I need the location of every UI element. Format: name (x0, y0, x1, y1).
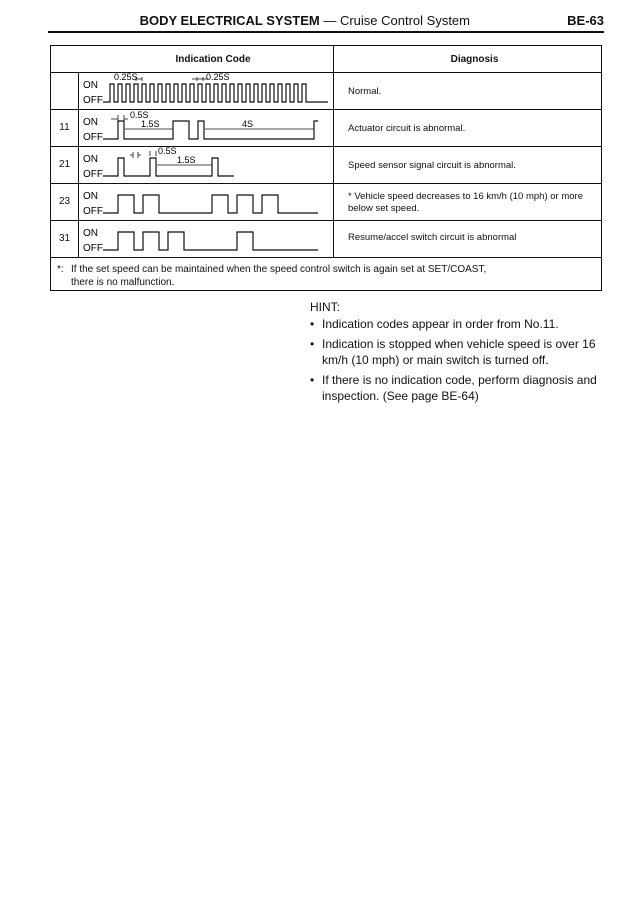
timing-label: 1.5S (141, 119, 160, 129)
header-title (140, 13, 470, 28)
row-diagnosis: Speed sensor signal circuit is abnormal. (348, 160, 516, 171)
code-11-pulse-train (103, 121, 318, 139)
row-diagnosis (348, 191, 600, 215)
row-diagnosis: Normal. (348, 86, 382, 97)
waveform-code-23 (78, 183, 334, 220)
header-separator: — (323, 13, 337, 28)
row-code: 21 (58, 159, 71, 170)
timing-label: 0.5S (130, 110, 149, 120)
timing-marker (130, 151, 156, 158)
code-31-pulse-train (103, 232, 318, 250)
timing-label: 0.25S (114, 72, 138, 82)
page-number: BE-63 (567, 13, 604, 28)
off-label: OFF (83, 169, 103, 180)
diagnosis-table (50, 45, 602, 291)
row-code: 23 (58, 196, 71, 207)
timing-label: 0.25S (206, 72, 230, 82)
on-label: ON (83, 80, 98, 91)
off-label: OFF (83, 243, 103, 254)
header-section: BODY ELECTRICAL SYSTEM (139, 13, 320, 28)
off-label: OFF (83, 95, 103, 106)
code-23-pulse-train (103, 195, 318, 213)
hint-item: • Indication is stopped when vehicle speed is over 16 km/h (10 mph) or main switch is turned off. (310, 336, 610, 368)
hint-item: • Indication codes appear in order from No.11. (310, 316, 610, 332)
waveform-normal (78, 72, 334, 109)
on-label: ON (83, 117, 98, 128)
timing-label: 0.5S (158, 146, 177, 156)
row-code: 11 (59, 122, 70, 133)
footnote-line-1: If the set speed can be maintained when the speed control switch is again set at SET/COAST, (71, 264, 487, 275)
hint-title: HINT: (310, 300, 340, 314)
row-code: 31 (58, 233, 71, 244)
row-divider (51, 257, 601, 258)
waveform-code-21 (78, 146, 334, 183)
col-header-diagnosis: Diagnosis (450, 53, 499, 65)
diagnosis-text: Vehicle speed decreases to 16 km/h (10 mph) or more below set speed. (348, 191, 583, 214)
code-21-pulse-train (103, 158, 234, 176)
timing-label: 4S (242, 119, 254, 129)
waveform-code-31 (78, 220, 334, 257)
page-header (48, 13, 604, 33)
header-subsection: Cruise Control System (339, 13, 470, 28)
timing-label: 1.5S (177, 155, 196, 165)
header-rule (48, 31, 604, 33)
footnote-mark: *: (57, 264, 64, 275)
col-header-indication: Indication Code (175, 53, 251, 65)
hint-item: • If there is no indication code, perform diagnosis and inspection. (See page BE-64) (310, 372, 610, 404)
row-diagnosis: Resume/accel switch circuit is abnormal (348, 232, 517, 243)
on-label: ON (83, 228, 98, 239)
waveform-code-11 (78, 109, 334, 146)
off-label: OFF (83, 206, 103, 217)
diagnosis-mark: * (348, 191, 352, 202)
row-diagnosis: Actuator circuit is abnormal. (348, 123, 466, 134)
normal-pulse-train (103, 84, 328, 102)
on-label: ON (83, 191, 98, 202)
on-label: ON (83, 154, 98, 165)
hint-section (310, 299, 610, 408)
timing-marker (111, 115, 128, 123)
off-label: OFF (83, 132, 103, 143)
footnote-line-2: there is no malfunction. (71, 277, 175, 288)
